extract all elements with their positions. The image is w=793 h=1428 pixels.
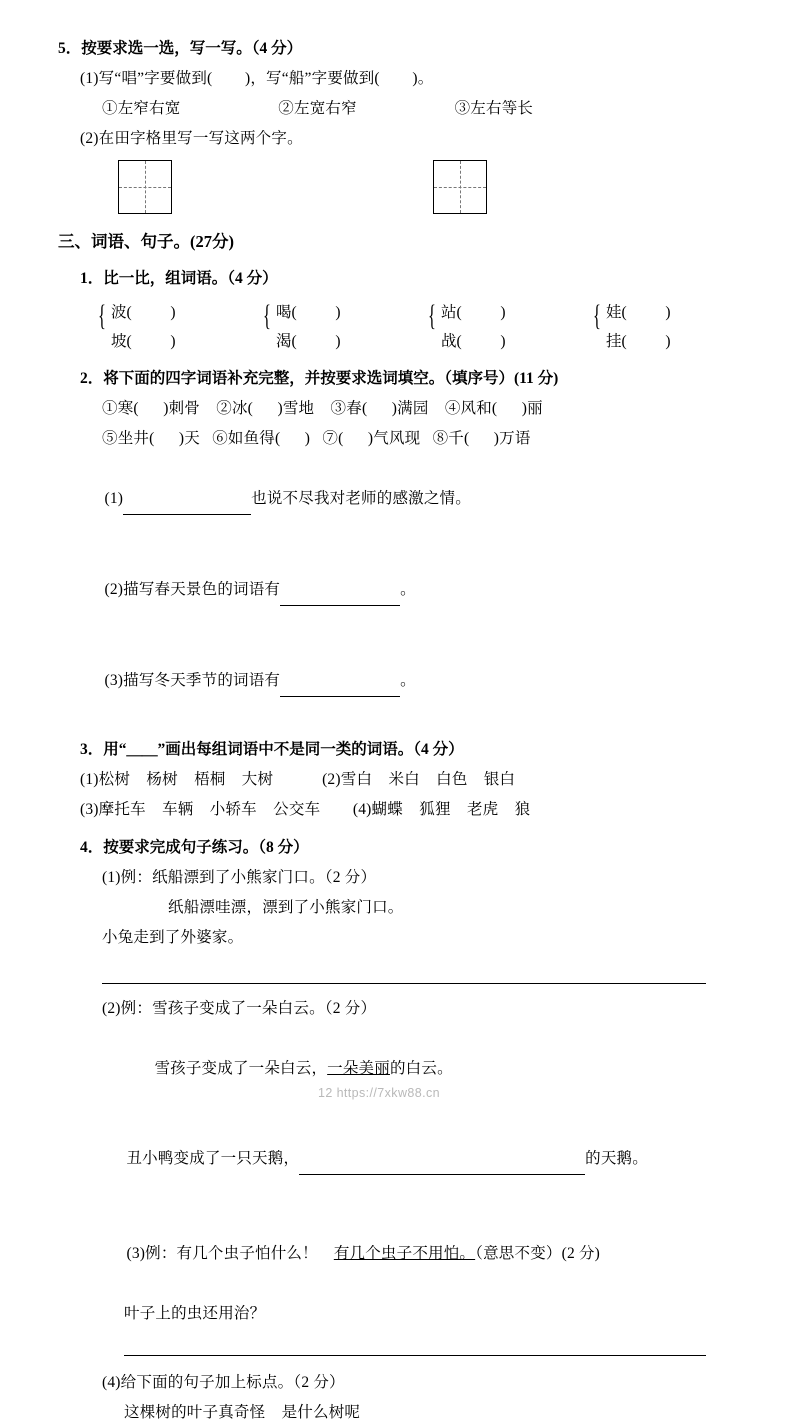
question-2-idioms-row-2: ⑤坐井( )天 ⑥如鱼得( ) ⑦( )气风现 ⑧千( )万语: [102, 430, 531, 447]
question-2-title: 2．将下面的四字词语补充完整，并按要求选词填空。（填序号）(11 分): [80, 370, 559, 387]
example-prefix: 雪孩子变成了一朵白云，: [154, 1060, 328, 1077]
word-pair-group-2: [263, 298, 413, 356]
question-5-title: 5．按要求选一选，写一写。（4 分）: [58, 40, 303, 57]
question-2-blank-2: [58, 545, 748, 636]
page-content: [58, 34, 748, 1428]
question-4-title: 4．按要求完成句子练习。（8 分）: [80, 839, 309, 856]
word-pair-bottom: 挂( ): [606, 333, 671, 350]
question-5-sub1: (1)写“唱”字要做到( )，写“船”字要做到( )。: [80, 70, 434, 87]
prompt-suffix: 的天鹅。: [585, 1150, 648, 1167]
tianzige-row: [58, 160, 748, 222]
question-3-title: 3．用“＿＿”画出每组词语中不是同一类的词语。（4 分）: [80, 741, 464, 758]
word-pair-group-4: [593, 298, 743, 356]
question-4-part1-spacer: [58, 953, 748, 983]
word-pair-bottom: 坡( ): [111, 333, 176, 350]
question-1-title: 1．比一比，组词语。（4 分）: [80, 270, 278, 287]
question-4-part1-title: (1)例：纸船漂到了小熊家门口。（2 分）: [102, 869, 377, 886]
tianzige-box-1[interactable]: [118, 160, 172, 214]
answer-blank[interactable]: [299, 1144, 585, 1175]
part3-title-prefix: (3)例：有几个虫子怕什么！: [126, 1245, 318, 1262]
word-pair-top: 站( ): [441, 304, 506, 321]
question-2-blank-3: [58, 636, 748, 727]
question-4-part2-example: [58, 1024, 748, 1114]
question-4-part3-spacer: [58, 1329, 748, 1355]
brace-icon: {: [263, 299, 271, 332]
question-4-part4-prompt: 这棵树的叶子真奇怪 是什么树呢: [124, 1404, 361, 1421]
brace-icon: {: [593, 299, 601, 332]
word-pair-bottom: 渴( ): [276, 333, 341, 350]
answer-blank[interactable]: [280, 575, 400, 606]
question-3-row-1: (1)松树 杨树 梧桐 大树 (2)雪白 米白 白色 银白: [80, 771, 516, 788]
question-2-blank-2-prefix: (2)描写春天景色的词语有: [104, 581, 281, 598]
example-suffix: 的白云。: [389, 1060, 453, 1077]
section-3-title: 三、词语、句子。(27分): [58, 232, 234, 251]
answer-blank[interactable]: [123, 484, 251, 515]
question-3-row-2: (3)摩托车 车辆 小轿车 公交车 (4)蝴蝶 狐狸 老虎 狼: [80, 801, 531, 818]
example-underlined: 一朵美丽: [327, 1060, 390, 1077]
word-pair-top: 喝( ): [276, 304, 341, 321]
question-4-part4-title: (4)给下面的句子加上标点。（2 分）: [102, 1374, 345, 1391]
question-2-idioms-row-1: ①寒( )刺骨 ②冰( )雪地 ③春( )满园 ④风和( )丽: [102, 400, 543, 417]
word-pair-top: 波( ): [111, 304, 176, 321]
part3-title-underlined: 有几个虫子不用怕。: [333, 1245, 476, 1262]
question-5-options: ①左窄右宽 ②左宽右窄 ③左右等长: [102, 100, 534, 117]
question-2-blank-1-prefix: (1): [104, 490, 124, 507]
tianzige-box-2[interactable]: [433, 160, 487, 214]
word-pair-top: 娃( ): [606, 304, 671, 321]
answer-line[interactable]: [102, 983, 706, 984]
question-4-part1-example: 纸船漂哇漂，漂到了小熊家门口。: [168, 899, 404, 916]
question-4-part2-title: (2)例：雪孩子变成了一朵白云。（2 分）: [102, 1000, 377, 1017]
question-5-sub2: (2)在田字格里写一写这两个字。: [80, 130, 303, 147]
part3-title-suffix: （意思不变）(2 分): [475, 1245, 601, 1262]
question-2-blank-3-prefix: (3)描写冬天季节的词语有: [104, 672, 281, 689]
answer-line[interactable]: [124, 1355, 706, 1356]
brace-icon: {: [428, 299, 436, 332]
word-pair-group-1: [98, 298, 248, 356]
prompt-prefix: 丑小鸭变成了一只天鹅，: [126, 1150, 300, 1167]
word-pair-bottom: 战( ): [441, 333, 506, 350]
word-pair-groups: [58, 298, 748, 356]
word-pair-group-3: [428, 298, 578, 356]
question-2-blank-1-suffix: 也说不尽我对老师的感激之情。: [251, 490, 471, 507]
answer-blank[interactable]: [280, 666, 400, 697]
question-2-blank-1: [58, 454, 748, 545]
question-4-part1-prompt: 小兔走到了外婆家。: [102, 929, 244, 946]
question-4-part2-prompt: [58, 1114, 748, 1205]
question-4-part3-title: [58, 1209, 748, 1299]
brace-icon: {: [98, 299, 106, 332]
question-2-blank-3-suffix: 。: [400, 672, 416, 689]
watermark: 12 https://7xkw88.cn: [318, 1086, 440, 1100]
question-2-blank-2-suffix: 。: [400, 581, 416, 598]
question-4-part3-prompt: 叶子上的虫还用治？: [124, 1305, 266, 1322]
